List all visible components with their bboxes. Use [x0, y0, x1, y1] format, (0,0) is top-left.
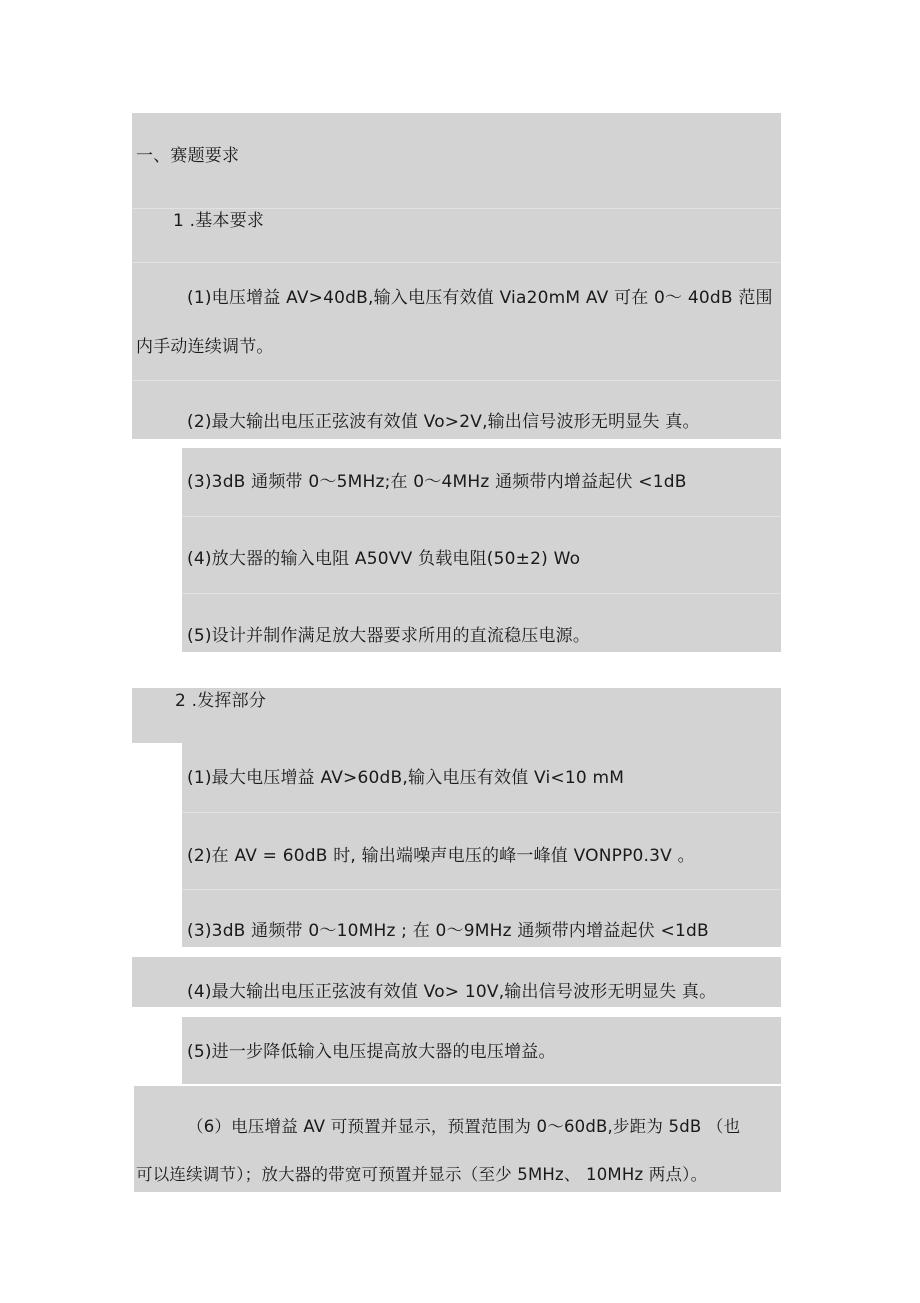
- divider: [182, 593, 781, 594]
- extended-item-6: （6）电压增益 AV 可预置并显示，预置范围为 0〜60dB,步距为 5dB （也: [187, 1117, 741, 1136]
- divider: [182, 889, 781, 890]
- basic-item-4: (4)放大器的输入电阻 A50VV 负载电阻(50±2) Wo: [187, 549, 581, 569]
- basic-item-1-cont: 内手动连续调节。: [136, 337, 274, 357]
- extended-heading: 2 .发挥部分: [175, 691, 267, 711]
- divider: [132, 208, 781, 209]
- extended-item-4: (4)最大输出电压正弦波有效值 Vo> 10V,输出信号波形无明显失 真。: [187, 982, 717, 1002]
- basic-item-3: (3)3dB 通频带 0〜5MHz;在 0〜4MHz 通频带内增益起伏 <1dB: [187, 472, 687, 492]
- section-heading: 一、赛题要求: [136, 146, 240, 166]
- extended-item-2: (2)在 AV = 60dB 时, 输出端噪声电压的峰一峰值 VONPP0.3V 。: [187, 846, 695, 866]
- extended-item-1: (1)最大电压增益 AV>60dB,输入电压有效值 Vi<10 mM: [187, 768, 625, 788]
- basic-item-5: (5)设计并制作满足放大器要求所用的直流稳压电源。: [187, 626, 591, 646]
- extended-item-5: (5)进一步降低输入电压提高放大器的电压增益。: [187, 1042, 556, 1062]
- basic-heading: 1 .基本要求: [173, 211, 265, 231]
- extended-item-3: (3)3dB 通频带 0〜10MHz ; 在 0〜9MHz 通频带内增益起伏 <1dB: [187, 921, 709, 941]
- basic-item-2: (2)最大输出电压正弦波有效值 Vo>2V,输出信号波形无明显失 真。: [187, 412, 700, 432]
- divider: [132, 380, 781, 381]
- divider: [182, 516, 781, 517]
- extended-item-6-cont: 可以连续调节）；放大器的带宽可预置并显示（至少 5MHz、 10MHz 两点）。: [136, 1165, 708, 1184]
- divider: [182, 812, 781, 813]
- basic-item-1: (1)电压增益 AV>40dB,输入电压有效值 Via20mM AV 可在 0〜 40dB 范围: [187, 288, 773, 308]
- divider: [132, 262, 781, 263]
